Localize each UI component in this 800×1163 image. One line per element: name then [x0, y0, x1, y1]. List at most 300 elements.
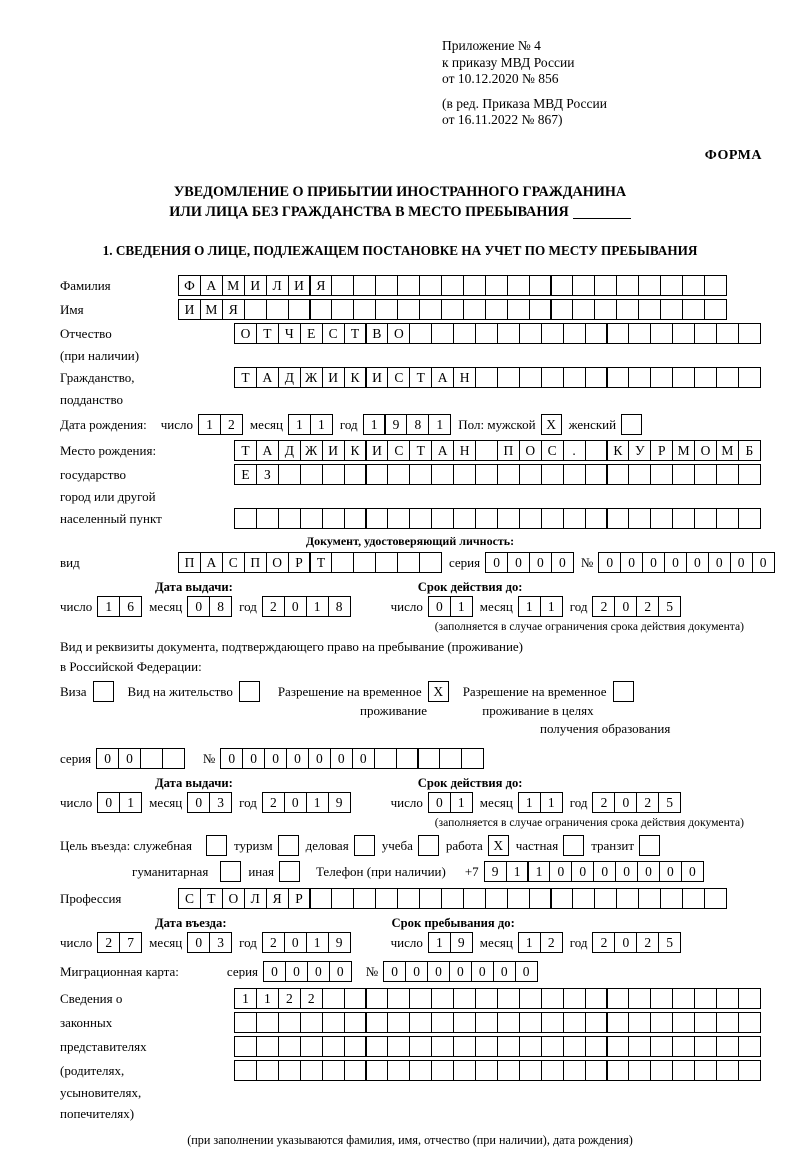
char-cell[interactable]: Л [266, 275, 289, 296]
sex-male-checkbox[interactable]: X [541, 414, 562, 435]
char-cell[interactable] [387, 1060, 410, 1081]
id-issue-day-boxes[interactable] [97, 596, 142, 617]
char-cell[interactable] [660, 275, 683, 296]
char-cell[interactable]: 0 [286, 748, 309, 769]
char-cell[interactable] [672, 367, 695, 388]
char-cell[interactable]: 0 [264, 748, 287, 769]
purpose-official-checkbox[interactable] [206, 835, 227, 856]
char-cell[interactable] [397, 299, 420, 320]
char-cell[interactable] [672, 1060, 695, 1081]
char-cell[interactable] [606, 1060, 629, 1081]
char-cell[interactable] [431, 1036, 454, 1057]
char-cell[interactable] [431, 988, 454, 1009]
char-cell[interactable] [397, 552, 420, 573]
char-cell[interactable]: 0 [620, 552, 643, 573]
char-cell[interactable] [140, 748, 163, 769]
char-cell[interactable]: М [672, 440, 695, 461]
char-cell[interactable] [616, 888, 639, 909]
stay-issue-year-boxes[interactable] [262, 792, 351, 813]
char-cell[interactable]: А [431, 367, 454, 388]
char-cell[interactable]: 0 [593, 861, 616, 882]
char-cell[interactable]: 0 [285, 961, 308, 982]
char-cell[interactable]: П [497, 440, 520, 461]
char-cell[interactable] [529, 888, 552, 909]
char-cell[interactable]: 0 [118, 748, 141, 769]
char-cell[interactable] [628, 508, 651, 529]
char-cell[interactable] [563, 508, 586, 529]
char-cell[interactable]: У [628, 440, 651, 461]
purpose-tourism-checkbox[interactable] [278, 835, 299, 856]
surname-boxes[interactable] [178, 275, 727, 296]
char-cell[interactable] [409, 1036, 432, 1057]
char-cell[interactable]: 1 [363, 414, 386, 435]
id-valid-month-boxes[interactable] [518, 596, 563, 617]
char-cell[interactable] [694, 1036, 717, 1057]
char-cell[interactable]: 0 [187, 792, 210, 813]
char-cell[interactable] [278, 508, 301, 529]
char-cell[interactable]: Т [200, 888, 223, 909]
purpose-transit-checkbox[interactable] [639, 835, 660, 856]
char-cell[interactable] [331, 552, 354, 573]
char-cell[interactable]: Т [409, 440, 432, 461]
char-cell[interactable] [563, 464, 586, 485]
char-cell[interactable]: А [256, 440, 279, 461]
char-cell[interactable]: Т [309, 552, 332, 573]
char-cell[interactable]: 0 [485, 552, 508, 573]
char-cell[interactable] [288, 299, 311, 320]
char-cell[interactable] [606, 508, 629, 529]
char-cell[interactable]: О [694, 440, 717, 461]
char-cell[interactable] [396, 748, 419, 769]
temp-residence-checkbox[interactable]: X [428, 681, 449, 702]
char-cell[interactable]: В [365, 323, 388, 344]
char-cell[interactable] [585, 508, 608, 529]
char-cell[interactable] [694, 323, 717, 344]
char-cell[interactable] [344, 988, 367, 1009]
id-valid-year-boxes[interactable] [592, 596, 681, 617]
char-cell[interactable] [331, 275, 354, 296]
char-cell[interactable] [628, 367, 651, 388]
char-cell[interactable]: 2 [540, 932, 563, 953]
char-cell[interactable]: 0 [681, 861, 704, 882]
char-cell[interactable]: 0 [427, 961, 450, 982]
char-cell[interactable] [365, 1060, 388, 1081]
id-doc-number-boxes[interactable] [598, 552, 774, 573]
char-cell[interactable]: И [322, 440, 345, 461]
char-cell[interactable] [519, 323, 542, 344]
char-cell[interactable] [563, 1060, 586, 1081]
char-cell[interactable]: 1 [540, 792, 563, 813]
char-cell[interactable]: О [519, 440, 542, 461]
char-cell[interactable] [672, 323, 695, 344]
char-cell[interactable] [475, 1036, 498, 1057]
char-cell[interactable]: 3 [209, 932, 232, 953]
char-cell[interactable] [431, 323, 454, 344]
legal-reps-row3-boxes[interactable] [234, 1036, 761, 1057]
char-cell[interactable] [682, 888, 705, 909]
char-cell[interactable] [563, 988, 586, 1009]
char-cell[interactable] [431, 1012, 454, 1033]
char-cell[interactable]: И [288, 275, 311, 296]
char-cell[interactable]: С [222, 552, 245, 573]
char-cell[interactable]: Д [278, 367, 301, 388]
char-cell[interactable]: 0 [428, 596, 451, 617]
char-cell[interactable] [485, 888, 508, 909]
char-cell[interactable] [375, 552, 398, 573]
profession-boxes[interactable] [178, 888, 727, 909]
residence-checkbox[interactable] [239, 681, 260, 702]
char-cell[interactable] [738, 367, 761, 388]
char-cell[interactable]: К [606, 440, 629, 461]
char-cell[interactable]: 1 [527, 861, 550, 882]
char-cell[interactable]: 0 [263, 961, 286, 982]
char-cell[interactable]: 0 [307, 961, 330, 982]
char-cell[interactable]: Д [278, 440, 301, 461]
char-cell[interactable] [300, 1060, 323, 1081]
char-cell[interactable]: П [178, 552, 201, 573]
char-cell[interactable] [300, 1036, 323, 1057]
char-cell[interactable] [716, 464, 739, 485]
char-cell[interactable] [322, 988, 345, 1009]
char-cell[interactable]: 0 [493, 961, 516, 982]
char-cell[interactable] [278, 1060, 301, 1081]
char-cell[interactable] [541, 464, 564, 485]
char-cell[interactable] [397, 888, 420, 909]
char-cell[interactable]: 0 [352, 748, 375, 769]
char-cell[interactable]: 0 [529, 552, 552, 573]
char-cell[interactable]: Т [234, 440, 257, 461]
char-cell[interactable]: 0 [686, 552, 709, 573]
char-cell[interactable]: Т [256, 323, 279, 344]
char-cell[interactable] [365, 988, 388, 1009]
char-cell[interactable] [409, 988, 432, 1009]
char-cell[interactable] [704, 299, 727, 320]
edu-residence-checkbox[interactable] [613, 681, 634, 702]
char-cell[interactable] [266, 299, 289, 320]
char-cell[interactable]: 0 [471, 961, 494, 982]
entry-month-boxes[interactable] [187, 932, 232, 953]
char-cell[interactable]: И [178, 299, 201, 320]
char-cell[interactable]: 0 [614, 596, 637, 617]
char-cell[interactable]: 2 [97, 932, 120, 953]
stay-issue-month-boxes[interactable] [187, 792, 232, 813]
char-cell[interactable] [463, 299, 486, 320]
char-cell[interactable]: С [541, 440, 564, 461]
char-cell[interactable] [529, 275, 552, 296]
char-cell[interactable] [585, 464, 608, 485]
char-cell[interactable] [485, 299, 508, 320]
char-cell[interactable] [650, 323, 673, 344]
char-cell[interactable] [650, 508, 673, 529]
char-cell[interactable] [387, 464, 410, 485]
migration-series-boxes[interactable] [263, 961, 352, 982]
char-cell[interactable] [694, 464, 717, 485]
char-cell[interactable] [497, 988, 520, 1009]
char-cell[interactable] [322, 464, 345, 485]
char-cell[interactable]: 0 [614, 792, 637, 813]
char-cell[interactable]: 9 [450, 932, 473, 953]
char-cell[interactable] [331, 888, 354, 909]
purpose-study-checkbox[interactable] [418, 835, 439, 856]
char-cell[interactable] [256, 1036, 279, 1057]
char-cell[interactable] [738, 1060, 761, 1081]
char-cell[interactable]: И [244, 275, 267, 296]
char-cell[interactable]: 1 [450, 596, 473, 617]
char-cell[interactable] [541, 508, 564, 529]
char-cell[interactable]: . [563, 440, 586, 461]
char-cell[interactable] [441, 299, 464, 320]
char-cell[interactable] [300, 1012, 323, 1033]
char-cell[interactable] [616, 299, 639, 320]
char-cell[interactable] [365, 464, 388, 485]
char-cell[interactable] [441, 275, 464, 296]
char-cell[interactable] [162, 748, 185, 769]
entry-day-boxes[interactable] [97, 932, 142, 953]
char-cell[interactable] [519, 367, 542, 388]
char-cell[interactable]: С [387, 367, 410, 388]
char-cell[interactable] [638, 299, 661, 320]
char-cell[interactable] [439, 748, 462, 769]
char-cell[interactable] [704, 275, 727, 296]
char-cell[interactable]: 1 [428, 932, 451, 953]
char-cell[interactable]: 9 [384, 414, 407, 435]
char-cell[interactable]: 3 [209, 792, 232, 813]
purpose-business-checkbox[interactable] [354, 835, 375, 856]
char-cell[interactable]: 9 [484, 861, 507, 882]
char-cell[interactable]: Ж [300, 367, 323, 388]
char-cell[interactable] [475, 323, 498, 344]
char-cell[interactable] [519, 464, 542, 485]
char-cell[interactable] [716, 508, 739, 529]
char-cell[interactable] [694, 367, 717, 388]
char-cell[interactable] [606, 1012, 629, 1033]
char-cell[interactable] [672, 1012, 695, 1033]
char-cell[interactable]: М [200, 299, 223, 320]
char-cell[interactable]: 2 [636, 792, 659, 813]
char-cell[interactable] [409, 464, 432, 485]
char-cell[interactable]: 0 [708, 552, 731, 573]
char-cell[interactable]: 0 [598, 552, 621, 573]
char-cell[interactable]: 1 [288, 414, 311, 435]
char-cell[interactable] [497, 508, 520, 529]
char-cell[interactable] [475, 988, 498, 1009]
char-cell[interactable]: 1 [540, 596, 563, 617]
char-cell[interactable] [563, 323, 586, 344]
char-cell[interactable] [375, 299, 398, 320]
birthplace-row1-boxes[interactable] [234, 440, 761, 461]
char-cell[interactable] [344, 1036, 367, 1057]
birthdate-year-boxes[interactable] [363, 414, 452, 435]
char-cell[interactable]: 0 [659, 861, 682, 882]
char-cell[interactable] [387, 1036, 410, 1057]
char-cell[interactable] [419, 888, 442, 909]
char-cell[interactable] [572, 299, 595, 320]
char-cell[interactable]: 0 [383, 961, 406, 982]
char-cell[interactable]: М [716, 440, 739, 461]
char-cell[interactable]: 0 [614, 932, 637, 953]
char-cell[interactable]: О [222, 888, 245, 909]
char-cell[interactable] [353, 552, 376, 573]
char-cell[interactable] [453, 1012, 476, 1033]
char-cell[interactable] [322, 508, 345, 529]
char-cell[interactable] [497, 323, 520, 344]
char-cell[interactable] [453, 1036, 476, 1057]
char-cell[interactable] [375, 275, 398, 296]
char-cell[interactable] [716, 323, 739, 344]
char-cell[interactable] [650, 988, 673, 1009]
char-cell[interactable] [441, 888, 464, 909]
char-cell[interactable]: 2 [592, 596, 615, 617]
char-cell[interactable]: 0 [549, 861, 572, 882]
char-cell[interactable] [716, 1060, 739, 1081]
char-cell[interactable] [682, 275, 705, 296]
char-cell[interactable] [650, 1036, 673, 1057]
id-issue-month-boxes[interactable] [187, 596, 232, 617]
char-cell[interactable] [453, 1060, 476, 1081]
char-cell[interactable] [309, 888, 332, 909]
char-cell[interactable] [716, 1036, 739, 1057]
stay-valid-year-boxes[interactable] [592, 792, 681, 813]
char-cell[interactable]: 0 [329, 961, 352, 982]
char-cell[interactable]: 5 [658, 792, 681, 813]
char-cell[interactable] [628, 1060, 651, 1081]
char-cell[interactable] [694, 988, 717, 1009]
visa-checkbox[interactable] [93, 681, 114, 702]
char-cell[interactable] [541, 988, 564, 1009]
char-cell[interactable] [419, 552, 442, 573]
char-cell[interactable] [278, 1012, 301, 1033]
char-cell[interactable] [409, 323, 432, 344]
char-cell[interactable]: Ф [178, 275, 201, 296]
char-cell[interactable]: Я [309, 275, 332, 296]
char-cell[interactable] [628, 323, 651, 344]
char-cell[interactable]: 1 [198, 414, 221, 435]
char-cell[interactable] [606, 988, 629, 1009]
char-cell[interactable] [628, 464, 651, 485]
char-cell[interactable]: Р [288, 888, 311, 909]
char-cell[interactable]: 0 [97, 792, 120, 813]
char-cell[interactable] [365, 1036, 388, 1057]
char-cell[interactable] [572, 275, 595, 296]
char-cell[interactable] [550, 299, 573, 320]
char-cell[interactable] [650, 464, 673, 485]
birthplace-row3-boxes[interactable] [234, 508, 761, 529]
char-cell[interactable]: 0 [637, 861, 660, 882]
birthdate-month-boxes[interactable] [288, 414, 333, 435]
char-cell[interactable]: Н [453, 440, 476, 461]
purpose-private-checkbox[interactable] [563, 835, 584, 856]
phone-boxes[interactable] [484, 861, 704, 882]
char-cell[interactable] [475, 508, 498, 529]
char-cell[interactable] [256, 1012, 279, 1033]
char-cell[interactable]: 1 [450, 792, 473, 813]
char-cell[interactable] [519, 988, 542, 1009]
char-cell[interactable] [672, 464, 695, 485]
char-cell[interactable]: 0 [642, 552, 665, 573]
char-cell[interactable] [519, 1036, 542, 1057]
char-cell[interactable] [585, 440, 608, 461]
char-cell[interactable] [716, 988, 739, 1009]
char-cell[interactable]: С [322, 323, 345, 344]
char-cell[interactable] [519, 1012, 542, 1033]
char-cell[interactable] [650, 1012, 673, 1033]
char-cell[interactable] [563, 1036, 586, 1057]
char-cell[interactable]: 5 [658, 932, 681, 953]
char-cell[interactable]: 0 [551, 552, 574, 573]
char-cell[interactable]: 2 [262, 792, 285, 813]
birthdate-day-boxes[interactable] [198, 414, 243, 435]
char-cell[interactable]: И [322, 367, 345, 388]
char-cell[interactable] [738, 1012, 761, 1033]
char-cell[interactable]: Р [650, 440, 673, 461]
char-cell[interactable] [507, 888, 530, 909]
char-cell[interactable] [672, 1036, 695, 1057]
char-cell[interactable]: 6 [119, 596, 142, 617]
char-cell[interactable] [234, 1060, 257, 1081]
char-cell[interactable] [453, 988, 476, 1009]
char-cell[interactable] [353, 275, 376, 296]
char-cell[interactable] [234, 1012, 257, 1033]
char-cell[interactable] [419, 275, 442, 296]
purpose-work-checkbox[interactable]: X [488, 835, 509, 856]
char-cell[interactable] [585, 323, 608, 344]
char-cell[interactable] [344, 1012, 367, 1033]
char-cell[interactable] [300, 464, 323, 485]
char-cell[interactable]: 2 [300, 988, 323, 1009]
char-cell[interactable] [387, 1012, 410, 1033]
char-cell[interactable] [550, 888, 573, 909]
char-cell[interactable] [409, 1060, 432, 1081]
char-cell[interactable] [529, 299, 552, 320]
char-cell[interactable] [650, 1060, 673, 1081]
char-cell[interactable]: 0 [96, 748, 119, 769]
char-cell[interactable]: Т [234, 367, 257, 388]
char-cell[interactable] [738, 508, 761, 529]
char-cell[interactable] [606, 1036, 629, 1057]
char-cell[interactable]: 7 [119, 932, 142, 953]
char-cell[interactable]: 0 [187, 932, 210, 953]
char-cell[interactable] [519, 1060, 542, 1081]
char-cell[interactable]: 2 [636, 932, 659, 953]
char-cell[interactable] [541, 1012, 564, 1033]
char-cell[interactable] [519, 508, 542, 529]
char-cell[interactable] [453, 508, 476, 529]
char-cell[interactable] [353, 888, 376, 909]
char-cell[interactable] [463, 888, 486, 909]
char-cell[interactable] [541, 1060, 564, 1081]
char-cell[interactable] [650, 367, 673, 388]
stay-valid-day-boxes[interactable] [428, 792, 473, 813]
char-cell[interactable] [585, 1060, 608, 1081]
char-cell[interactable]: 1 [306, 932, 329, 953]
char-cell[interactable]: Б [738, 440, 761, 461]
char-cell[interactable] [353, 299, 376, 320]
char-cell[interactable]: 0 [330, 748, 353, 769]
char-cell[interactable] [672, 508, 695, 529]
char-cell[interactable] [738, 988, 761, 1009]
char-cell[interactable] [541, 1036, 564, 1057]
char-cell[interactable] [344, 1060, 367, 1081]
char-cell[interactable] [300, 508, 323, 529]
char-cell[interactable] [563, 1012, 586, 1033]
char-cell[interactable] [344, 464, 367, 485]
char-cell[interactable] [463, 275, 486, 296]
char-cell[interactable] [322, 1036, 345, 1057]
char-cell[interactable] [453, 464, 476, 485]
char-cell[interactable] [431, 508, 454, 529]
char-cell[interactable] [541, 323, 564, 344]
legal-reps-row2-boxes[interactable] [234, 1012, 761, 1033]
